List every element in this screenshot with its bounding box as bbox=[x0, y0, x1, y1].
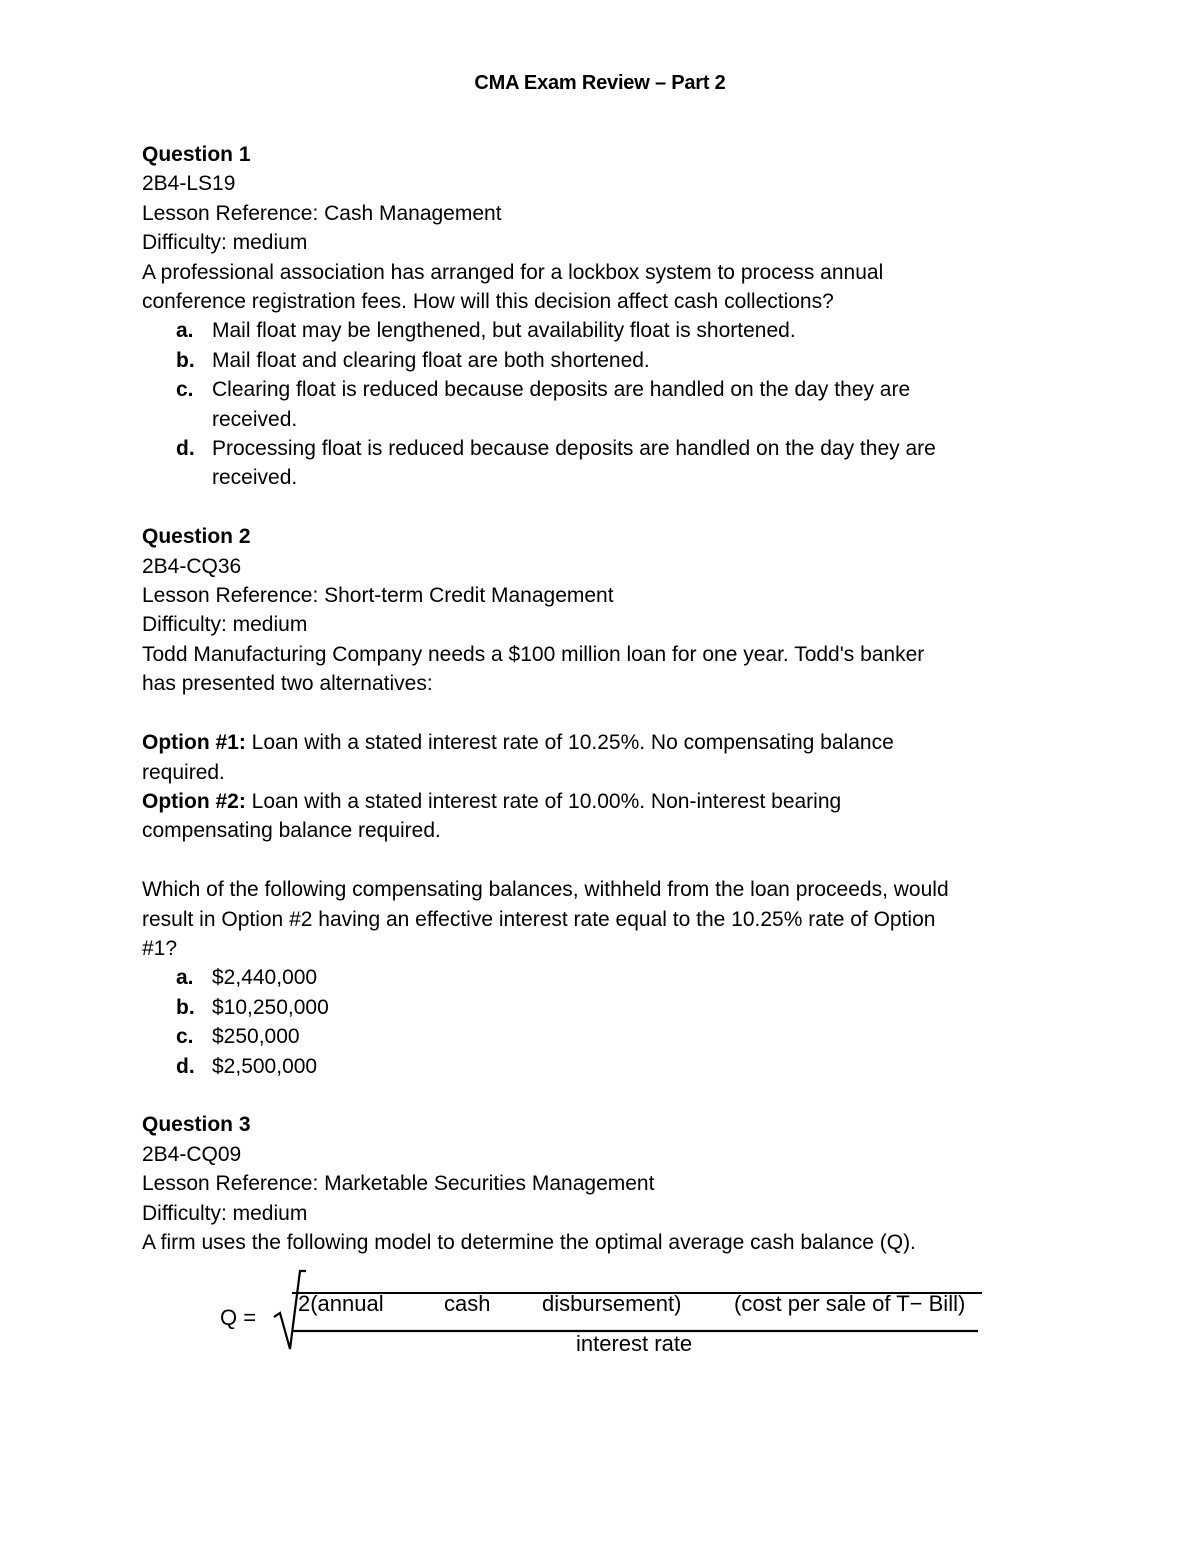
option-letter: a. bbox=[176, 966, 194, 990]
option-text: $250,000 bbox=[212, 1025, 300, 1049]
option-1-label: Option #1: bbox=[142, 731, 246, 755]
option-letter: d. bbox=[176, 1054, 195, 1078]
question-code: 2B4-LS19 bbox=[142, 172, 236, 196]
cash-balance-formula bbox=[142, 1267, 1062, 1357]
option-text: $2,440,000 bbox=[212, 966, 318, 990]
option-text: $10,250,000 bbox=[212, 995, 329, 1019]
question-1 bbox=[142, 140, 1062, 493]
question-stem-line: has presented two alternatives: bbox=[142, 672, 433, 696]
option-letter: a. bbox=[176, 319, 194, 343]
answer-option-b bbox=[142, 993, 1062, 1022]
difficulty: Difficulty: medium bbox=[142, 613, 308, 637]
numerator-term: cash bbox=[444, 1291, 491, 1317]
answer-option-c bbox=[142, 1022, 1062, 1051]
option-2-text: Loan with a stated interest rate of 10.00%. Non-interest bearing bbox=[245, 789, 842, 813]
spacer bbox=[142, 846, 1062, 875]
answer-option-d bbox=[142, 434, 1062, 493]
option-2-text-cont: compensating balance required. bbox=[142, 819, 441, 843]
option-text: Clearing float is reduced because deposits are handled on the day they are bbox=[212, 378, 911, 402]
option-1-text: Loan with a stated interest rate of 10.25%. No compensating balance bbox=[245, 731, 894, 755]
answer-options bbox=[142, 316, 1062, 492]
option-letter: c. bbox=[176, 1025, 194, 1049]
option-1-text-cont: required. bbox=[142, 760, 225, 784]
question-prompt-line: #1? bbox=[142, 936, 178, 960]
answer-option-d bbox=[142, 1052, 1062, 1081]
option-text: $2,500,000 bbox=[212, 1054, 318, 1078]
lesson-reference: Lesson Reference: Marketable Securities Management bbox=[142, 1172, 655, 1196]
question-stem-line: A firm uses the following model to determine the optimal average cash balance (Q). bbox=[142, 1230, 916, 1254]
question-heading: Question 1 bbox=[142, 143, 251, 166]
option-letter: b. bbox=[176, 995, 195, 1019]
answer-option-a bbox=[142, 316, 1062, 345]
numerator-term: disbursement) bbox=[542, 1291, 682, 1317]
question-2 bbox=[142, 522, 1062, 1081]
question-prompt-line: Which of the following compensating balances, withheld from the loan proceeds, would bbox=[142, 878, 949, 902]
difficulty: Difficulty: medium bbox=[142, 1201, 308, 1225]
option-letter: d. bbox=[176, 437, 195, 461]
formula-lhs: Q = bbox=[220, 1305, 257, 1331]
lesson-reference: Lesson Reference: Cash Management bbox=[142, 201, 502, 225]
option-2-description bbox=[142, 787, 1062, 816]
question-3 bbox=[142, 1110, 1062, 1357]
option-text: Processing float is reduced because deposits are handled on the day they are bbox=[212, 437, 936, 461]
answer-option-c bbox=[142, 375, 1062, 434]
question-stem-line: A professional association has arranged for a lockbox system to process annual bbox=[142, 260, 884, 284]
question-prompt-line: result in Option #2 having an effective interest rate equal to the 10.25% rate of Option bbox=[142, 907, 936, 931]
option-text: received. bbox=[212, 407, 298, 431]
question-stem-line: conference registration fees. How will this decision affect cash collections? bbox=[142, 290, 834, 314]
question-code: 2B4-CQ09 bbox=[142, 1142, 242, 1166]
option-text: Mail float may be lengthened, but availability float is shortened. bbox=[212, 319, 796, 343]
numerator-term: 2(annual bbox=[298, 1291, 384, 1317]
option-1-description bbox=[142, 728, 1062, 757]
question-list bbox=[142, 140, 1062, 1357]
spacer bbox=[142, 699, 1062, 728]
answer-option-a bbox=[142, 963, 1062, 992]
question-code: 2B4-CQ36 bbox=[142, 554, 242, 578]
question-heading: Question 2 bbox=[142, 525, 251, 549]
lesson-reference: Lesson Reference: Short-term Credit Management bbox=[142, 584, 614, 608]
option-2-label: Option #2: bbox=[142, 789, 246, 813]
numerator-term: (cost per sale of T− Bill) bbox=[734, 1291, 966, 1317]
page-title: CMA Exam Review – Part 2 bbox=[474, 72, 726, 94]
difficulty: Difficulty: medium bbox=[142, 231, 308, 255]
question-heading: Question 3 bbox=[142, 1113, 251, 1137]
option-text: received. bbox=[212, 466, 298, 490]
answer-option-b bbox=[142, 346, 1062, 375]
option-letter: c. bbox=[176, 378, 194, 402]
formula-denominator: interest rate bbox=[576, 1331, 693, 1357]
option-text: Mail float and clearing float are both shortened. bbox=[212, 348, 650, 372]
option-letter: b. bbox=[176, 348, 195, 372]
question-stem-line: Todd Manufacturing Company needs a $100 million loan for one year. Todd's banker bbox=[142, 642, 925, 666]
answer-options bbox=[142, 963, 1062, 1081]
